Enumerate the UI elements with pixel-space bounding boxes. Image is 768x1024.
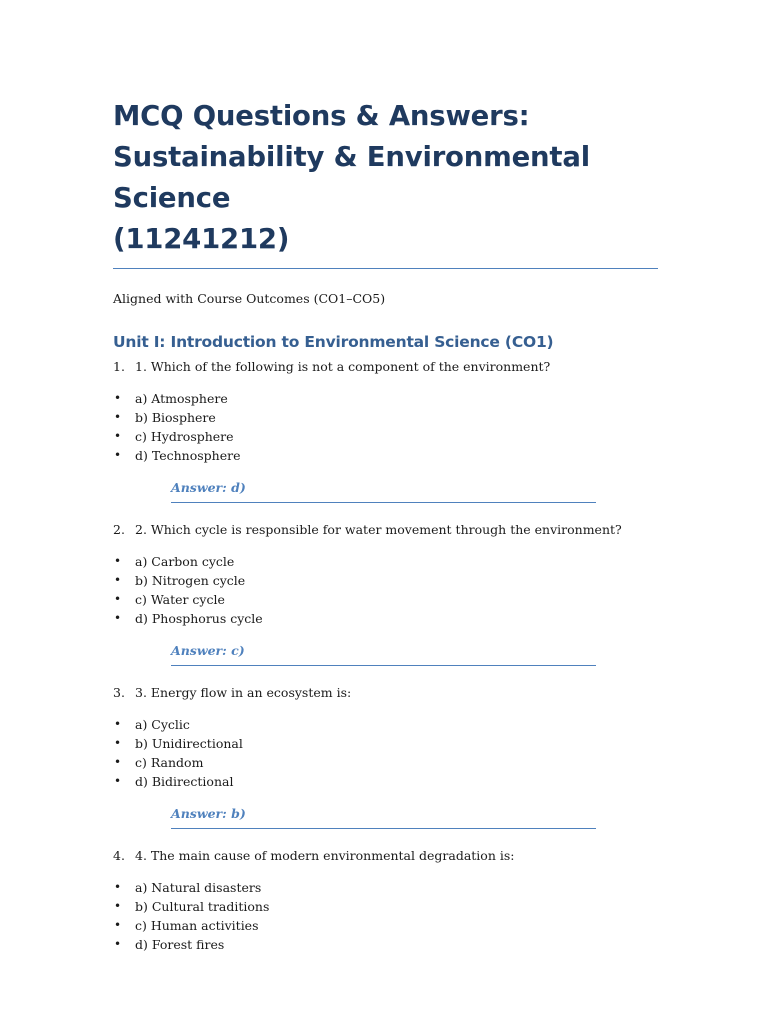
option-text: b) Unidirectional xyxy=(135,736,243,751)
bullet-icon: • xyxy=(114,717,122,731)
option-item xyxy=(113,715,658,734)
document-page xyxy=(113,96,658,954)
bullet-icon: • xyxy=(114,592,122,606)
bullet-icon: • xyxy=(114,918,122,932)
question-item xyxy=(113,684,658,702)
option-text: c) Water cycle xyxy=(135,592,225,607)
option-text: d) Forest fires xyxy=(135,937,225,952)
question-number: 2. xyxy=(113,522,125,537)
question-number: 4. xyxy=(113,848,125,863)
title-line-1: MCQ Questions & Answers: xyxy=(113,100,530,132)
bullet-icon: • xyxy=(114,937,122,951)
unit-heading: Unit I: Introduction to Environmental Science (CO1) xyxy=(113,333,554,351)
bullet-icon: • xyxy=(114,573,122,587)
option-text: a) Atmosphere xyxy=(135,391,228,406)
answer-label: Answer: c) xyxy=(171,642,596,666)
option-text: a) Natural disasters xyxy=(135,880,262,895)
question-number: 3. xyxy=(113,685,125,700)
bullet-icon: • xyxy=(114,554,122,568)
option-text: c) Hydrosphere xyxy=(135,429,234,444)
bullet-icon: • xyxy=(114,736,122,750)
option-text: a) Cyclic xyxy=(135,717,190,732)
document-title xyxy=(113,96,658,269)
option-item xyxy=(113,878,658,897)
option-item xyxy=(113,734,658,753)
bullet-icon: • xyxy=(114,899,122,913)
question-text: 2. Which cycle is responsible for water movement through the environment? xyxy=(135,522,622,537)
bullet-icon: • xyxy=(114,429,122,443)
options-list xyxy=(113,878,658,954)
option-item xyxy=(113,571,658,590)
option-text: b) Biosphere xyxy=(135,410,216,425)
option-text: c) Human activities xyxy=(135,918,259,933)
option-item xyxy=(113,772,658,791)
bullet-icon: • xyxy=(114,611,122,625)
option-item xyxy=(113,389,658,408)
option-item xyxy=(113,935,658,954)
course-outcomes-subtitle: Aligned with Course Outcomes (CO1–CO5) xyxy=(113,291,386,306)
option-item xyxy=(113,609,658,628)
question-text: 3. Energy flow in an ecosystem is: xyxy=(135,685,352,700)
bullet-icon: • xyxy=(114,410,122,424)
question-text: 1. Which of the following is not a component of the environment? xyxy=(135,359,551,374)
option-item xyxy=(113,753,658,772)
question-item xyxy=(113,358,658,376)
options-list xyxy=(113,552,658,628)
bullet-icon: • xyxy=(114,755,122,769)
option-item xyxy=(113,427,658,446)
bullet-icon: • xyxy=(114,391,122,405)
option-text: b) Cultural traditions xyxy=(135,899,270,914)
question-item xyxy=(113,847,658,865)
option-item xyxy=(113,446,658,465)
answer-label: Answer: d) xyxy=(171,479,596,503)
option-text: b) Nitrogen cycle xyxy=(135,573,246,588)
option-item xyxy=(113,897,658,916)
option-text: a) Carbon cycle xyxy=(135,554,235,569)
option-item xyxy=(113,408,658,427)
question-item xyxy=(113,521,658,539)
option-text: d) Phosphorus cycle xyxy=(135,611,263,626)
title-line-2: Sustainability & Environmental Science xyxy=(113,141,590,214)
title-line-3: (11241212) xyxy=(113,223,290,255)
option-item xyxy=(113,916,658,935)
options-list xyxy=(113,389,658,465)
option-item xyxy=(113,590,658,609)
option-text: c) Random xyxy=(135,755,204,770)
option-text: d) Bidirectional xyxy=(135,774,234,789)
question-text: 4. The main cause of modern environmental degradation is: xyxy=(135,848,515,863)
question-number: 1. xyxy=(113,359,125,374)
option-item xyxy=(113,552,658,571)
bullet-icon: • xyxy=(114,774,122,788)
bullet-icon: • xyxy=(114,448,122,462)
answer-label: Answer: b) xyxy=(171,805,596,829)
options-list xyxy=(113,715,658,791)
option-text: d) Technosphere xyxy=(135,448,241,463)
bullet-icon: • xyxy=(114,880,122,894)
